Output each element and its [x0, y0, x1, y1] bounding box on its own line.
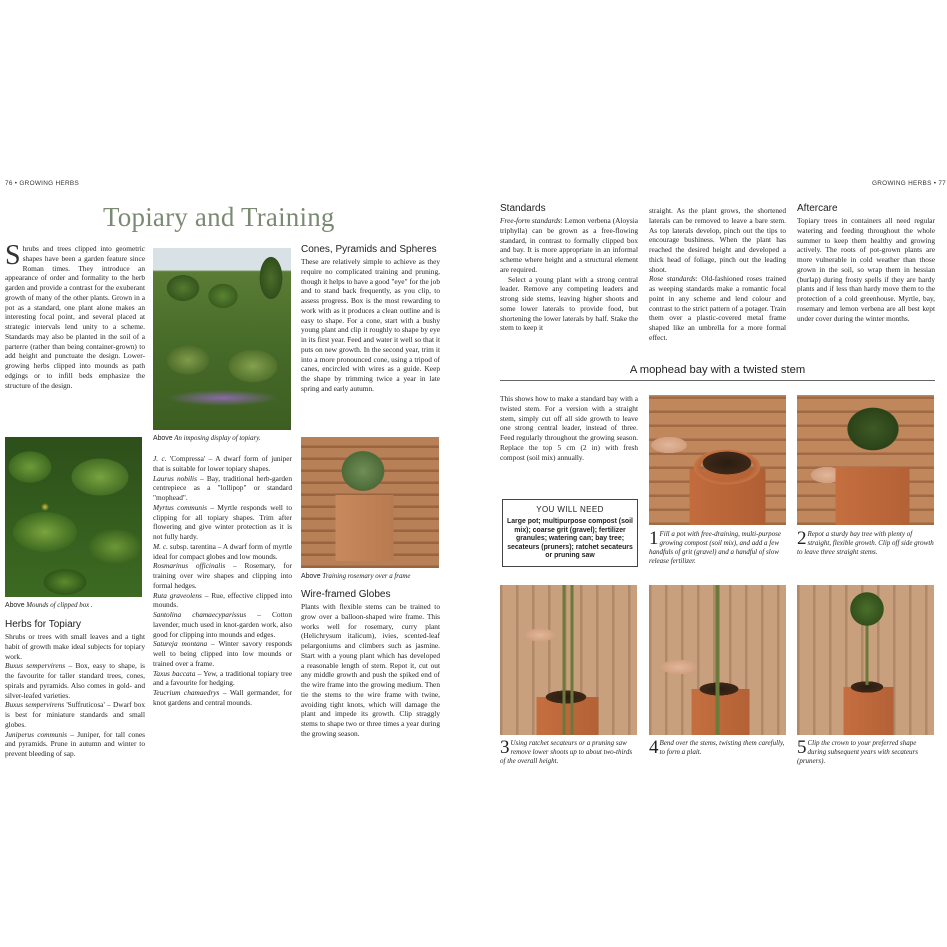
- standards-col2: [649, 206, 786, 343]
- step-4-caption: [649, 739, 786, 757]
- project-heading: A mophead bay with a twisted stem: [629, 364, 806, 376]
- project-intro: This shows how to make a standard bay with a twisted stem. For a version with a straight stem, simply cut off all side growth to leave one strong central leader, instead of three. Feed regularly throughout the growing season. Replace the top 5 cm (2 in) with fresh compost (soil mix) annually.: [500, 394, 638, 462]
- plant-item: Teucrium chamaedrys – Wall germander, for knot gardens and central mounds.: [153, 688, 292, 707]
- plant-item: Laurus nobilis – Bay, traditional herb-garden centrepiece as a "lollipop" or standard "mophead".: [153, 473, 292, 502]
- you-will-need-title: YOU WILL NEED: [536, 505, 604, 514]
- herbs-col2: [153, 454, 292, 708]
- cones-text: These are relatively simple to achieve as they require no complicated training and pruning, though it helps to have a good "eye" for the job and to stand back frequently, as you clip, to assess progress. Box is the most rewarding to work with as it produces a clean outline and is easy to shape. For a cone, start with a bushy young plant and clip it roughly to shape by eye in its first year. Feed and water it well so that it puts on new growth. In the second year, trim it into a more pronounced cone, using a tripod of canes, encircled with wires as a guide. Keep the shape by trimming twice a year in late spring and early autumn.: [301, 257, 440, 393]
- step-number: 2: [797, 528, 807, 549]
- photo-rosemary-frame: [301, 437, 439, 568]
- step-text: Repot a sturdy bay tree with plenty of straight, flexible growth. Clip off side growth to leave three straight stems.: [797, 530, 934, 557]
- wire-heading: Wire-framed Globes: [301, 589, 391, 600]
- caption-topiary-label: Above: [153, 435, 173, 442]
- caption-box: [5, 601, 145, 610]
- heading-rule: [500, 380, 935, 381]
- step-2-caption: [797, 530, 934, 557]
- plant-item: M. c. subsp. tarentina – A dwarf form of myrtle ideal for compact globes and low mounds.: [153, 541, 292, 561]
- standards-heading: Standards: [500, 203, 546, 214]
- drop-cap: S: [5, 240, 21, 271]
- standards-col1: [500, 216, 638, 333]
- intro-text: [5, 240, 145, 390]
- photo-step-5: [797, 585, 934, 735]
- plant-item: Myrtus communis – Myrtle responds well to clipping for all topiary shapes. Trim after flowering and give winter protection as it is not fully hardy.: [153, 502, 292, 541]
- herbs-intro: Shrubs or trees with small leaves and a tight habit of growth make ideal subjects for topiary work.: [5, 632, 145, 661]
- standards-col2-p2: Rose standards: Old-fashioned roses trained as weeping standards make a romantic focal point in any scheme and lend colour and contrast to the strict pattern of a potager. Train them over a plastic-covered metal frame shaped like an umbrella for a more formal effect.: [649, 274, 787, 342]
- step-text: Fill a pot with free-draining, multi-purpose growing compost (soil mix), and add a few handfuls of grit (gravel) and a handful of slow release fertilizer.: [649, 530, 781, 566]
- caption-topiary: [153, 434, 293, 443]
- plant-item: Buxus sempervirens 'Suffruticosa' – Dwarf box is best for miniature standards and small globes.: [5, 700, 145, 729]
- standards-col2-p1: straight. As the plant grows, the shortened laterals can be removed to leave a bare stem. As top laterals develop, pinch out the tips to encourage bushiness. When the plant has reached the desired height and developed a thick head of foliage, pinch out the leading shoot.: [649, 206, 786, 274]
- intro-body: hrubs and trees clipped into geometric shapes have been a garden feature since Roman times. They introduce an appearance of order and formality to the herb garden and provide a contrast for the exuberant growth of many of the other plants. Grown in a pot as a standard, one plant alone makes an interesting focal point, and several placed at strategic intervals lend unity to a scheme. Standards may also be planted in the soil of a parterre (rather than being container-grown) to add height and punctuate the design. Lower-growing herbs clipped into mounds as path edgings or to infill beds emphasize the structure of the design.: [5, 244, 145, 390]
- standards-p2: Select a young plant with a strong central leader. Remove any competing leaders and strong side stems, leaving higher shoots and some lower laterals to provide food, but shortening the lower laterals by half. Stake the stem to keep it: [500, 274, 638, 333]
- plant-item: Juniperus communis – Juniper, for tall cones and pyramids. Prune in autumn and winter to prevent bleeding of sap.: [5, 729, 145, 758]
- step-1-caption: [649, 530, 786, 566]
- plant-item: Rosmarinus officinalis – Rosemary, for training over wire shapes and clipping into formal hedges.: [153, 561, 292, 590]
- right-running-head: GROWING HERBS • 77: [872, 180, 947, 187]
- plant-item: Taxus baccata – Yew, a traditional topiary tree and a favourite for hedging.: [153, 668, 292, 688]
- aftercare-text: Topiary trees in containers all need regular watering and feeding throughout the whole summer to keep them healthy and growing actively. The roots of pot-grown plants are more vulnerable in cold weather than those grown in the soil, so wrap them in hessian (burlap) during frosty spells if they are hardy plants and if less than hardy move them to the protection of a cold greenhouse. Myrtle, bay, rosemary and lemon verbena are all best kept under cover during the winter months.: [797, 216, 935, 323]
- step-number: 1: [649, 528, 659, 549]
- caption-topiary-text: An imposing display of topiary.: [174, 435, 261, 442]
- cones-heading: Cones, Pyramids and Spheres: [301, 244, 437, 255]
- page-title: Topiary and Training: [103, 202, 335, 232]
- step-3-caption: [500, 739, 637, 766]
- caption-rosemary: [301, 572, 441, 581]
- caption-box-text: Mounds of clipped box .: [26, 602, 93, 609]
- standards-p1: Free-form standards: Lemon verbena (Aloysia triphylla) can be grown as a free-flowing standard, in contrast to formally clipped box and bay. It is more appropriate in an informal scheme where height and a structural element are required.: [500, 216, 638, 274]
- step-5-caption: [797, 739, 934, 766]
- step-number: 4: [649, 737, 659, 758]
- step-text: Using ratchet secateurs or a pruning saw remove lower shoots up to about two-thirds of the overall height.: [500, 739, 633, 766]
- herbs-col1: [5, 632, 145, 759]
- photo-clipped-box: [5, 437, 142, 597]
- step-text: Clip the crown to your preferred shape during subsequent years with secateurs (pruners).: [797, 739, 918, 766]
- caption-rosemary-text: Training rosemary over a frame: [322, 573, 411, 580]
- plant-item: Buxus sempervirens – Box, easy to shape, is the favourite for taller standard trees, cones, spirals and pyramids. Also comes in gold- and silver-leafed varieties.: [5, 661, 146, 700]
- aftercare-heading: Aftercare: [797, 203, 838, 214]
- photo-topiary-display: [153, 248, 291, 430]
- photo-step-4: [649, 585, 786, 735]
- caption-rosemary-label: Above: [301, 573, 321, 580]
- photo-step-2: [797, 395, 934, 525]
- plant-item: Santolina chamaecyparissus – Cotton lavender, much used in knot-garden work, also good for clipping into mounds and edges.: [153, 610, 292, 639]
- plant-item: Ruta graveolens – Rue, effective clipped into mounds.: [153, 590, 292, 610]
- left-running-head: 76 • GROWING HERBS: [5, 180, 80, 187]
- herbs-heading: Herbs for Topiary: [5, 619, 81, 630]
- plant-item: Satureja montana – Winter savory responds well to being clipped into low mounds or trained over a frame.: [153, 639, 292, 668]
- you-will-need-box: [502, 499, 638, 567]
- wire-text: Plants with flexible stems can be trained to grow over a balloon-shaped wire frame. This works well for rosemary, curry plant (Helichrysum italicum), ivies, scented-leaf pelargoniums and climbers such as jasmine. Start with a young plant which has developed a reasonable length of stem. Repot it, cut out any middle growth and push the spiked end of the wire frame into the growing medium. Then tie the stems to the wire frame with twine, avoiding tight knots, which will damage the plant and impede its growth. Clip straggly stems to shape two or three times a year during the growing season.: [301, 602, 440, 738]
- you-will-need-text: Large pot; multipurpose compost (soil mix); coarse grit (gravel); fertilizer granules; watering can; bay tree; secateurs (pruners); ratchet secateurs or pruning saw: [507, 518, 633, 560]
- plant-item: J. c. 'Compressa' – A dwarf form of juniper that is suitable for lower topiary shapes.: [153, 454, 292, 473]
- step-number: 5: [797, 737, 807, 758]
- photo-step-3: [500, 585, 637, 735]
- photo-step-1: [649, 395, 786, 525]
- caption-box-label: Above: [5, 602, 25, 609]
- step-number: 3: [500, 737, 510, 758]
- step-text: Bend over the stems, twisting them carefully, to form a plait.: [659, 739, 785, 757]
